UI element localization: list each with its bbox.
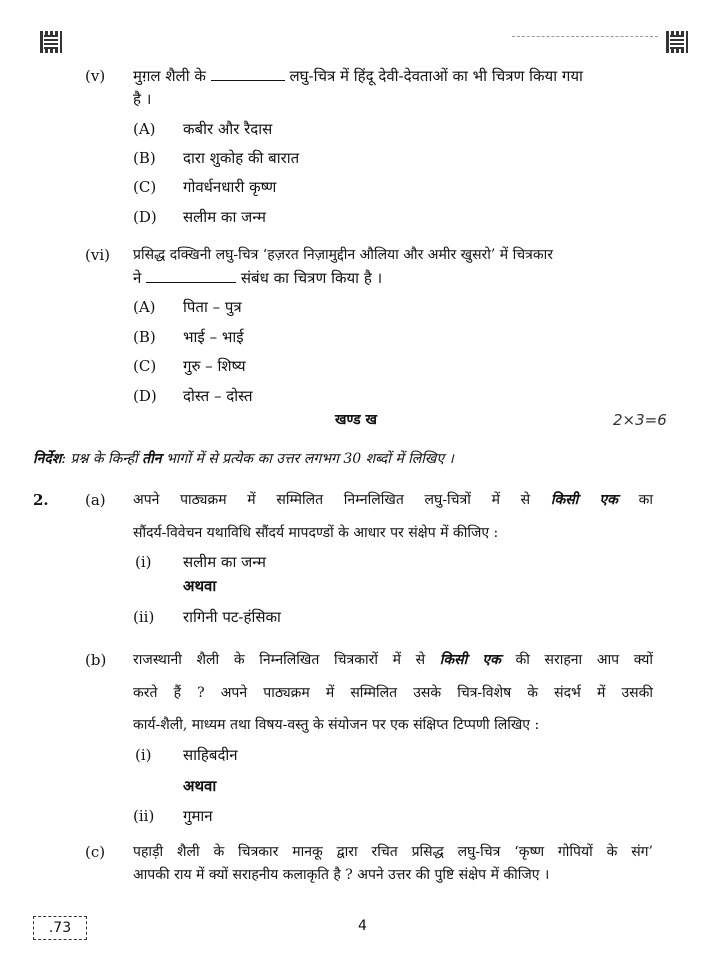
option-text: पिता – पुत्र	[183, 298, 242, 316]
fill-blank	[211, 66, 285, 81]
question-text: प्रसिद्ध दक्खिनी लघु-चित्र ‘हज़रत निज़ामुद्दीन औलिया और अमीर खुसरो’ में चित्रकार	[133, 247, 553, 263]
item-text: गुमान	[183, 807, 213, 825]
option-label: (A)	[133, 298, 156, 316]
fill-blank	[146, 268, 236, 283]
question-emphasis: किसी एक	[439, 652, 501, 668]
question-text	[133, 66, 583, 86]
item-text: रागिनी पट-हंसिका	[183, 608, 281, 626]
page-number: 4	[358, 918, 367, 934]
option-label: (B)	[133, 328, 156, 346]
option-label: (C)	[133, 357, 157, 375]
sub-question-text	[133, 650, 653, 670]
qr-code-icon	[666, 31, 688, 53]
option-label: (D)	[133, 387, 157, 405]
instruction	[33, 449, 454, 469]
question-number: (v)	[85, 67, 106, 85]
sub-question-text	[133, 490, 653, 510]
item-text: साहिबदीन	[183, 746, 238, 764]
option-label: (A)	[133, 120, 156, 138]
sub-question-text: करते हैं ? अपने पाठ्यक्रम में सम्मिलित उसके चित्र-विशेष के संदर्भ में उसकी	[133, 685, 653, 701]
option-label: (D)	[133, 208, 157, 226]
instruction-text: भागों में से प्रत्येक का उत्तर लगभग 30 शब्दों में लिखिए ।	[165, 451, 454, 467]
option-text: दारा शुकोह की बारात	[183, 149, 300, 167]
paper-code: .73	[33, 916, 87, 940]
question-text: है ।	[133, 90, 152, 108]
question-text-part: ने	[133, 269, 142, 287]
option-label: (C)	[133, 178, 157, 196]
option-text: दोस्त – दोस्त	[183, 387, 253, 405]
question-text-part: का	[638, 492, 654, 508]
sub-question-label: (b)	[85, 651, 107, 669]
question-text-part: की सराहना आप क्यों	[515, 652, 654, 668]
option-text: कबीर और रैदास	[183, 120, 273, 138]
option-label: (B)	[133, 149, 156, 167]
sub-question-label: (a)	[85, 491, 106, 509]
item-label: (ii)	[133, 608, 155, 626]
instruction-label: निर्देश	[33, 451, 62, 467]
item-label: (ii)	[133, 807, 155, 825]
sub-question-text: सौंदर्य-विवेचन यथाविधि सौंदर्य मापदण्डों के आधार पर संक्षेप में कीजिए :	[133, 525, 499, 541]
or-label: अथवा	[183, 777, 217, 795]
sub-question-text: कार्य-शैली, माध्यम तथा विषय-वस्तु के संयोजन पर एक संक्षिप्त टिप्पणी लिखिए :	[133, 717, 540, 733]
option-text: सलीम का जन्म	[183, 208, 266, 226]
question-text-part: राजस्थानी शैली के निम्नलिखित चित्रकारों में से	[133, 652, 426, 668]
question-number: (vi)	[85, 246, 110, 264]
item-label: (i)	[135, 553, 152, 571]
option-text: गुरु – शिष्य	[183, 357, 246, 375]
question-text-part: मुग़ल शैली के	[133, 67, 206, 85]
header-rule	[512, 36, 658, 37]
instruction-text: : प्रश्न के किन्हीं	[61, 451, 138, 467]
sub-question-label: (c)	[85, 843, 106, 861]
question-text-part: संबंध का चित्रण किया है ।	[240, 269, 383, 287]
sub-question-text: पहाड़ी शैली के चित्रकार मानकू द्वारा रचित प्रसिद्ध लघु-चित्र ‘कृष्ण गोपियों के संग’	[133, 844, 653, 860]
question-emphasis: किसी एक	[550, 492, 618, 508]
option-text: भाई – भाई	[183, 328, 244, 346]
or-label: अथवा	[183, 577, 217, 595]
question-number: 2.	[33, 491, 49, 509]
item-label: (i)	[135, 746, 152, 764]
qr-code-icon	[40, 31, 62, 53]
option-text: गोवर्धनधारी कृष्ण	[183, 178, 277, 196]
question-text-part: अपने पाठ्यक्रम में सम्मिलित निम्नलिखित लघु-चित्रों में से	[133, 492, 531, 508]
instruction-emphasis: तीन	[142, 451, 162, 467]
section-title: खण्ड ख	[335, 412, 377, 428]
item-text: सलीम का जन्म	[183, 553, 266, 571]
sub-question-text: आपकी राय में क्यों सराहनीय कलाकृति है ? अपने उत्तर की पुष्टि संक्षेप में कीजिए ।	[133, 867, 550, 883]
question-text-part: लघु-चित्र में हिंदू देवी-देवताओं का भी चित्रण किया गया	[289, 67, 583, 85]
section-marks: 2×3=6	[613, 411, 667, 429]
question-text	[133, 268, 382, 288]
